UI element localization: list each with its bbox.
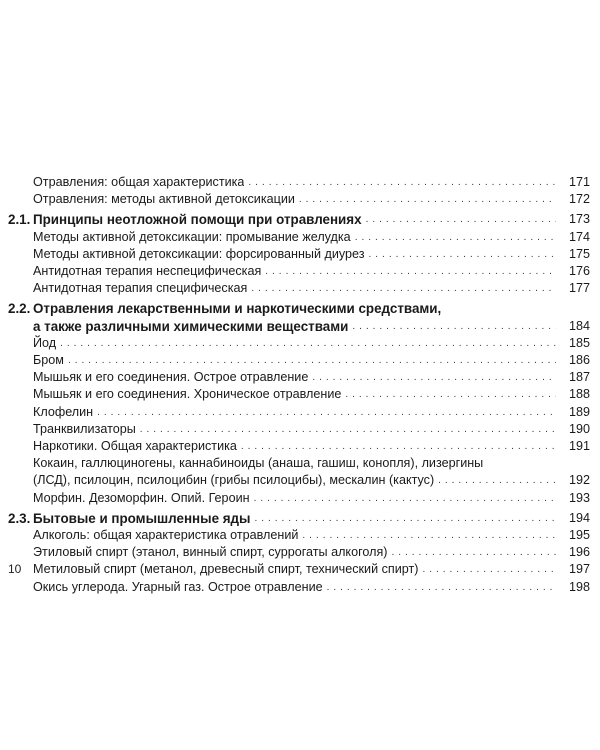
toc-entry-title: Клофелин xyxy=(33,404,94,419)
toc-entry-row xyxy=(8,386,590,403)
toc-section-row xyxy=(8,318,590,335)
toc-dot-leader xyxy=(391,548,556,558)
toc-entry-title: Методы активной детоксикации: промывание желудка xyxy=(33,229,351,244)
toc-dot-leader xyxy=(352,322,556,332)
toc-entry-title: Алкоголь: общая характеристика отравлений xyxy=(33,528,299,543)
toc-dot-leader xyxy=(438,477,556,487)
toc-page-number: 174 xyxy=(568,229,590,244)
toc-entry-row xyxy=(8,263,590,280)
toc-entry-row xyxy=(8,352,590,369)
toc-dot-leader xyxy=(248,178,556,188)
toc-dot-leader xyxy=(140,425,556,435)
toc-entry-row xyxy=(8,472,590,489)
toc-dot-leader xyxy=(60,339,556,349)
toc-page-number: 173 xyxy=(568,212,590,227)
toc-page-number: 196 xyxy=(568,545,590,560)
toc-page-number: 187 xyxy=(568,370,590,385)
toc-page-number: 195 xyxy=(568,528,590,543)
toc-page-number: 175 xyxy=(568,246,590,261)
toc-dot-leader xyxy=(255,514,557,524)
toc-page-number: 177 xyxy=(568,281,590,296)
toc-entry-title: Отравления: методы активной детоксикации xyxy=(33,192,295,207)
toc-entry-title: а также различными химическими веществами xyxy=(33,318,349,334)
toc-entry-row xyxy=(8,579,590,596)
toc-entry-row xyxy=(8,191,590,208)
toc-entry-title: Этиловый спирт (этанол, винный спирт, суррогаты алкоголя) xyxy=(33,545,388,560)
toc-page-number: 176 xyxy=(568,264,590,279)
toc-dot-leader xyxy=(302,531,556,541)
toc-entry-title: Мышьяк и его соединения. Острое отравление xyxy=(33,370,309,385)
toc-dot-leader xyxy=(241,442,556,452)
toc-dot-leader xyxy=(487,459,556,469)
toc-entry-title: Мышьяк и его соединения. Хроническое отравление xyxy=(33,387,342,402)
toc-entry-title: Кокаин, галлюциногены, каннабиноиды (анаша, гашиш, конопля), лизергины xyxy=(33,456,484,471)
table-of-contents xyxy=(8,174,590,596)
toc-entry-row xyxy=(8,246,590,263)
toc-dot-leader xyxy=(265,267,556,277)
toc-section-number: 2.2. xyxy=(8,301,31,317)
toc-page-number: 185 xyxy=(568,335,590,350)
toc-entry-title: Окись углерода. Угарный газ. Острое отравление xyxy=(33,579,323,594)
toc-dot-leader xyxy=(299,195,556,205)
toc-section-number: 2.3. xyxy=(8,510,31,526)
toc-entry-row xyxy=(8,335,590,352)
toc-dot-leader xyxy=(445,305,556,315)
toc-entry-title: Методы активной детоксикации: форсированный диурез xyxy=(33,246,365,261)
toc-page-number: 184 xyxy=(568,318,590,333)
toc-page-number: 190 xyxy=(568,421,590,436)
toc-page-number: 172 xyxy=(568,192,590,207)
toc-dot-leader xyxy=(355,233,556,243)
toc-entry-title: Отравления лекарственными и наркотическими средствами, xyxy=(33,301,442,317)
toc-entry-row xyxy=(8,544,590,561)
toc-section-row xyxy=(8,211,590,228)
toc-section-number: 2.1. xyxy=(8,212,31,228)
toc-page-number: 191 xyxy=(568,439,590,454)
toc-entry-title: Йод xyxy=(33,335,57,350)
toc-page-number: 192 xyxy=(568,473,590,488)
toc-entry-title: Морфин. Дезоморфин. Опий. Героин xyxy=(33,490,250,505)
toc-entry-row xyxy=(8,369,590,386)
toc-entry-row xyxy=(8,490,590,507)
toc-dot-leader xyxy=(68,356,556,366)
toc-entry-title: Бром xyxy=(33,353,64,368)
toc-page-number: 171 xyxy=(568,175,590,189)
toc-dot-leader xyxy=(369,250,556,260)
toc-dot-leader xyxy=(422,566,556,576)
toc-entry-row xyxy=(8,404,590,421)
toc-section-row xyxy=(8,300,590,317)
toc-entry-title: Метиловый спирт (метанол, древесный спирт, технический спирт) xyxy=(33,562,419,577)
toc-entry-row xyxy=(8,561,590,578)
toc-entry-title: Бытовые и промышленные яды xyxy=(33,510,251,526)
toc-page-number: 198 xyxy=(568,579,590,594)
toc-dot-leader xyxy=(254,494,556,504)
toc-entry-title: Принципы неотложной помощи при отравлениях xyxy=(33,212,362,228)
toc-entry-row xyxy=(8,174,590,191)
toc-entry-title: (ЛСД), псилоцин, псилоцибин (грибы псилоцибы), мескалин (кактус) xyxy=(33,473,435,488)
toc-entry-row xyxy=(8,229,590,246)
toc-page-number: 194 xyxy=(568,510,590,525)
toc-entry-row xyxy=(8,438,590,455)
toc-entry-row xyxy=(8,527,590,544)
toc-dot-leader xyxy=(366,216,556,226)
toc-entry-row xyxy=(8,280,590,297)
toc-dot-leader xyxy=(345,391,556,401)
toc-section-row xyxy=(8,510,590,527)
toc-dot-leader xyxy=(251,284,556,294)
toc-page-number: 197 xyxy=(568,562,590,577)
toc-entry-title: Транквилизаторы xyxy=(33,421,136,436)
toc-entry-row xyxy=(8,455,590,472)
toc-page-number: 188 xyxy=(568,387,590,402)
toc-dot-leader xyxy=(97,408,556,418)
toc-entry-title: Антидотная терапия неспецифическая xyxy=(33,264,262,279)
toc-page-number: 189 xyxy=(568,404,590,419)
toc-entry-title: Антидотная терапия специфическая xyxy=(33,281,248,296)
toc-entry-title: Отравления: общая характеристика xyxy=(33,175,245,189)
toc-page-number: 186 xyxy=(568,353,590,368)
page-number: 10 xyxy=(8,562,22,576)
toc-page-number: 193 xyxy=(568,490,590,505)
toc-entry-title: Наркотики. Общая характеристика xyxy=(33,439,237,454)
toc-dot-leader xyxy=(312,373,556,383)
toc-dot-leader xyxy=(327,583,556,593)
toc-entry-row xyxy=(8,421,590,438)
